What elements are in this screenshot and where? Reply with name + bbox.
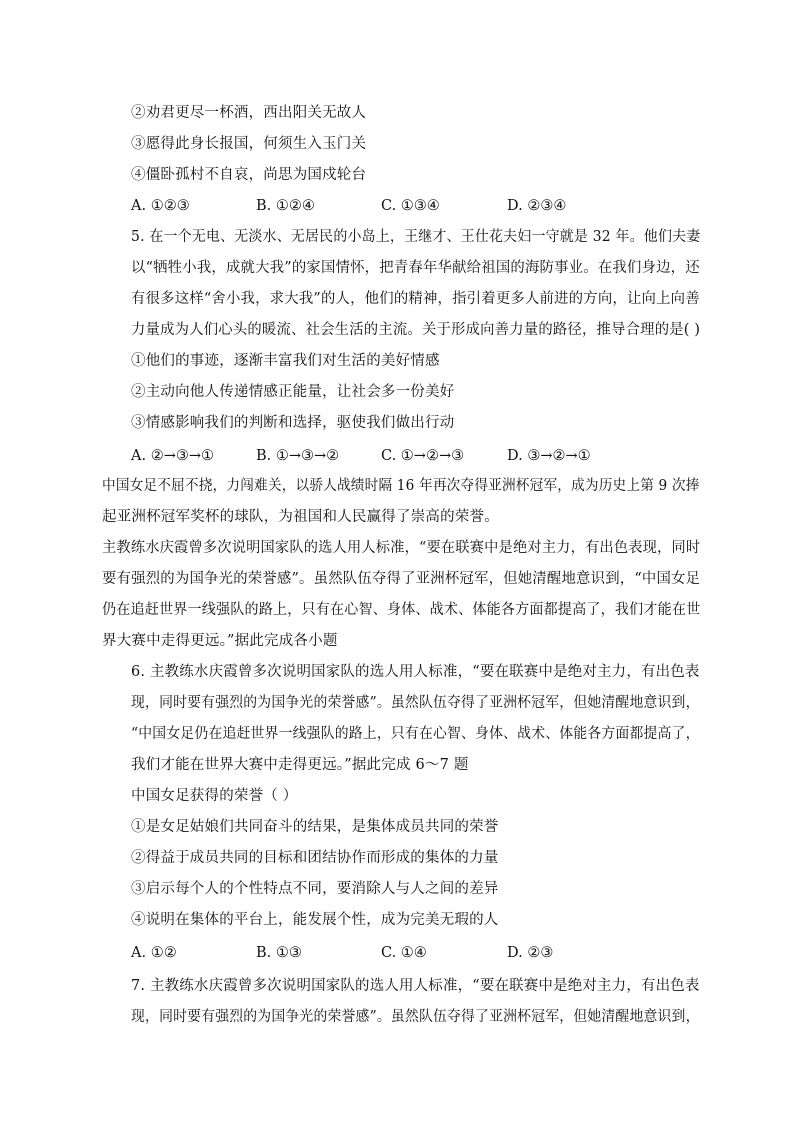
q5-option-c: C. ①→②→③: [381, 448, 465, 464]
q6-item-1: ①是女足姑娘们共同奋斗的结果，是集体成员共同的荣誉: [131, 819, 499, 835]
q5-item-1: ①他们的事迹，逐渐丰富我们对生活的美好情感: [131, 353, 440, 369]
q6-option-a: A. ①②: [131, 945, 177, 961]
q6-item-2: ②得益于成员共同的目标和团结协作而形成的集体的力量: [131, 850, 499, 866]
q6-item-3: ③启示每个人的个性特点不同，要消除人与人之间的差异: [131, 881, 499, 897]
material-line-6: 界大赛中走得更远。”据此完成各小题: [102, 633, 338, 649]
carryover-option-a: A. ①②③: [131, 198, 190, 214]
carryover-option-b: B. ①②④: [256, 198, 315, 214]
q6-option-b: B. ①③: [256, 945, 302, 961]
q5-stem-line-3: 有很多这样“舍小我，求大我”的人，他们的精神，指引着更多人前进的方向，让向上向善: [131, 291, 700, 307]
carryover-option-c: C. ①③④: [381, 198, 440, 214]
q5-item-2: ②主动向他人传递情感正能量，让社会多一份美好: [131, 384, 455, 400]
q7-stem-line-2: 现，同时要有强烈的为国争光的荣誉感”。虽然队伍夺得了亚洲杯冠军，但她清醒地意识到，: [131, 1009, 700, 1025]
q5-stem-line-2: 以“牺牲小我，成就大我”的家国情怀，把青春年华献给祖国的海防事业。在我们身边，还: [131, 260, 700, 276]
material-line-3: 主教练水庆霞曾多次说明国家队的选人用人标准，“要在联赛中是绝对主力，有出色表现，同时: [102, 540, 701, 556]
q6-item-4: ④说明在集体的平台上，能发展个性，成为完美无瑕的人: [131, 912, 499, 928]
material-line-4: 要有强烈的为国争光的荣誉感”。虽然队伍夺得了亚洲杯冠军，但她清醒地意识到，“中国女足: [102, 571, 701, 587]
q6-stem-line-3: “中国女足仍在追赶世界一线强队的路上，只有在心智、身体、战术、体能各方面都提高了，: [131, 726, 700, 742]
q5-stem-line-1: 5. 在一个无电、无淡水、无居民的小岛上，王继才、王仕花夫妇一守就是 32 年。他们夫妻: [131, 229, 701, 245]
carryover-option-d: D. ②③④: [507, 198, 567, 214]
q6-option-d: D. ②③: [507, 945, 554, 961]
q6-option-c: C. ①④: [381, 945, 427, 961]
q5-item-3: ③情感影响我们的判断和选择，驱使我们做出行动: [131, 415, 455, 431]
q7-stem-line-1: 7. 主教练水庆霞曾多次说明国家队的选人用人标准，“要在联赛中是绝对主力，有出色表: [131, 978, 700, 994]
q6-stem-line-4: 我们才能在世界大赛中走得更远。”据此完成 6～7 题: [131, 757, 469, 773]
q5-option-d: D. ③→②→①: [507, 448, 591, 464]
material-line-5: 仍在追赶世界一线强队的路上，只有在心智、身体、战术、体能各方面都提高了，我们才能在世: [102, 602, 701, 618]
material-line-2: 起亚洲杯冠军奖杯的球队，为祖国和人民赢得了崇高的荣誉。: [102, 509, 499, 525]
carryover-item-4: ④僵卧孤村不自哀，尚思为国戍轮台: [131, 167, 367, 183]
material-line-1: 中国女足不屈不挠，力闯难关，以骄人战绩时隔 16 年再次夺得亚洲杯冠军，成为历史上第 9 次捧: [102, 478, 700, 494]
carryover-item-2: ②劝君更尽一杯酒，西出阳关无故人: [131, 105, 367, 121]
q6-stem-line-2: 现，同时要有强烈的为国争光的荣誉感”。虽然队伍夺得了亚洲杯冠军，但她清醒地意识到，: [131, 695, 700, 711]
q6-stem-line-1: 6. 主教练水庆霞曾多次说明国家队的选人用人标准，“要在联赛中是绝对主力，有出色表: [131, 664, 700, 680]
q6-stem-line-5: 中国女足获得的荣誉（ ）: [131, 788, 298, 804]
q5-option-a: A. ②→③→①: [131, 448, 214, 464]
q5-option-b: B. ①→③→②: [256, 448, 340, 464]
q5-stem-line-4: 力量成为人们心头的暖流、社会生活的主流。关于形成向善力量的路径，推导合理的是( ): [131, 322, 701, 338]
carryover-item-3: ③愿得此身长报国，何须生入玉门关: [131, 136, 367, 152]
